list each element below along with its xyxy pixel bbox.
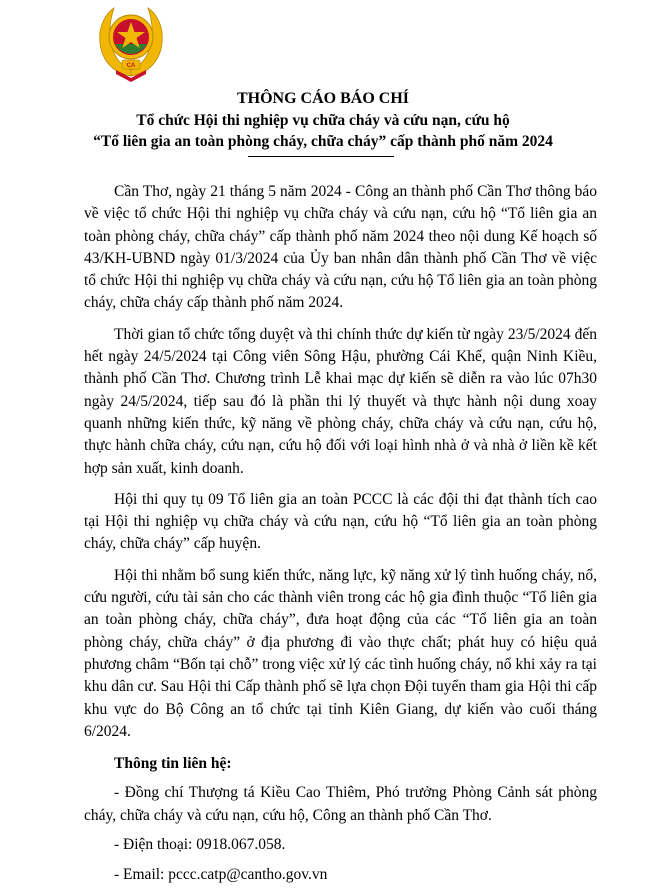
paragraph-participants: Hội thi quy tụ 09 Tổ liên gia an toàn PCCC là các đội thi đạt thành tích cao tại Hội thi nghiệp vụ chữa cháy và cứu nạn, cứu hộ “Tổ liên gia an toàn phòng cháy, chữa cháy” cấp huyện. (84, 490, 597, 553)
document-body (84, 181, 597, 893)
svg-text:CA: CA (126, 63, 136, 69)
contact-phone: - Điện thoại: 0918.067.058. (114, 836, 286, 854)
contact-email[interactable]: - Email: pccc.catp@cantho.gov.vn (114, 865, 328, 883)
header-divider (248, 156, 394, 157)
paragraph-schedule: Thời gian tổ chức tổng duyệt và thi chính thức dự kiến từ ngày 23/5/2024 đến hết ngày 24/5/2024 tại Công viên Sông Hậu, phường Cái Khế, quận Ninh Kiều, thành phố Cần Thơ. Chương trình Lễ khai mạc dự kiến sẽ diễn ra vào lúc 07h30 ngày 24/5/2024, tiếp sau đó là phần thi lý thuyết và thực hành nội dung xoay quanh những kiến thức, kỹ năng về phòng cháy, chữa cháy và cứu nạn, cứu hộ, thực hành chữa cháy, cứu nạn, cứu hộ đối với loại hình nhà ở và nhà ở liền kề kết hợp sản xuất, kinh doanh. (84, 325, 597, 477)
police-emblem-icon (94, 4, 168, 82)
paragraph-intro: Cần Thơ, ngày 21 tháng 5 năm 2024 - Công an thành phố Cần Thơ thông báo về việc tổ chức Hội thi nghiệp vụ chữa cháy và cứu nạn, cứu hộ “Tổ liên gia an toàn phòng cháy, chữa cháy” cấp thành phố năm 2024 theo nội dung Kế hoạch số 43/KH-UBND ngày 01/3/2024 của Ủy ban nhân dân thành phố Cần Thơ về việc tổ chức Hội thi nghiệp vụ chữa cháy và cứu nạn, cứu hộ Tổ liên gia an toàn phòng cháy, chữa cháy cấp thành phố năm 2024. (84, 183, 597, 312)
document-title: THÔNG CÁO BÁO CHÍ (236, 90, 409, 107)
document-header (0, 88, 646, 152)
contact-heading: Thông tin liên hệ: (114, 755, 232, 773)
document-subtitle-line2: “Tổ liên gia an toàn phòng cháy, chữa cháy” cấp thành phố năm 2024 (93, 133, 553, 150)
contact-person: - Đồng chí Thượng tá Kiều Cao Thiêm, Phó trưởng Phòng Cảnh sát phòng cháy, chữa cháy và cứu nạn, cứu hộ, Công an thành phố Cần Thơ. (84, 784, 597, 824)
paragraph-purpose: Hội thi nhằm bổ sung kiến thức, năng lực, kỹ năng xử lý tình huống cháy, nổ, cứu người, cứu tài sản cho các thành viên trong các hộ gia đình thuộc “Tổ liên gia an toàn phòng cháy, chữa cháy”, đưa hoạt động của các “Tổ liên gia an toàn phòng cháy, chữa cháy” ở địa phương đi vào thực chất; phát huy có hiệu quả phương châm “Bốn tại chỗ” trong việc xử lý các tình huống cháy, nổ khi xảy ra tại khu dân cư. Sau Hội thi Cấp thành phố sẽ lựa chọn Đội tuyển tham gia Hội thi cấp khu vực do Bộ Công an tổ chức tại tỉnh Kiên Giang, dự kiến vào cuối tháng 6/2024. (84, 566, 597, 740)
document-subtitle-line1: Tổ chức Hội thi nghiệp vụ chữa cháy và cứu nạn, cứu hộ (136, 112, 510, 129)
